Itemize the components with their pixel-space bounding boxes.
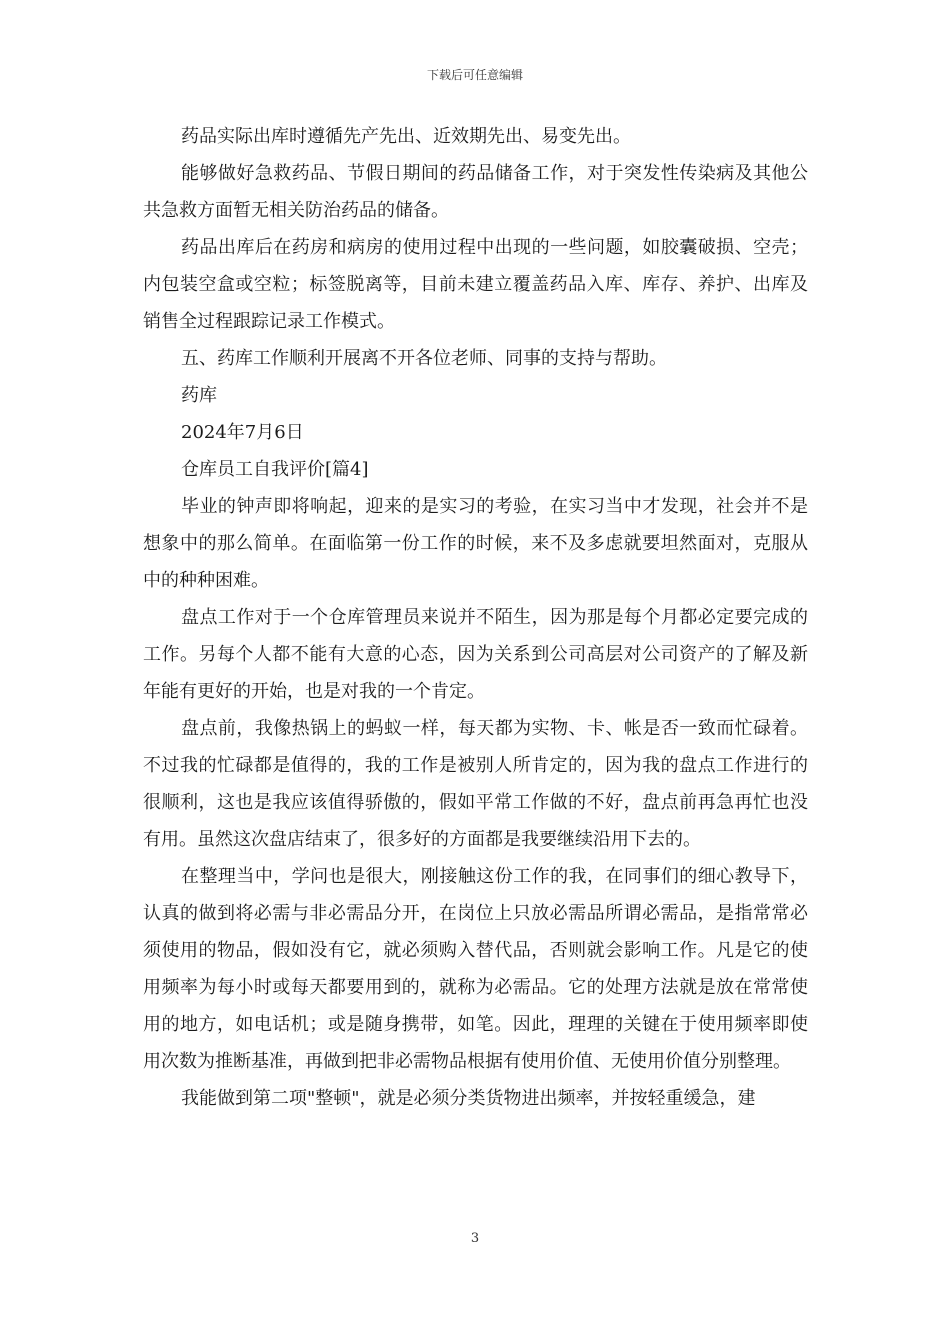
signature-department: 药库 — [181, 385, 217, 406]
paragraph-drug-outbound-rule: 药品实际出库时遵循先产先出、近效期先出、易变先出。 — [181, 126, 631, 147]
paragraph-outbound-issues: 药品出库后在药房和病房的使用过程中出现的一些问题，如胶囊破损、空壳；内包装空盒或空粒；标签脱离等，目前未建立覆盖药品入库、库存、养护、出库及销售全过程跟踪记录工作模式。 — [143, 237, 808, 332]
section-heading: 仓库员工自我评价[篇4] — [181, 459, 369, 480]
paragraph-second-item: 我能做到第二项"整顿"，就是必须分类货物进出频率，并按轻重缓急，建 — [181, 1088, 756, 1109]
page-number: 3 — [470, 1231, 480, 1246]
document-body — [143, 118, 808, 1117]
paragraph-section-five: 五、药库工作顺利开展离不开各位老师、同事的支持与帮助。 — [181, 348, 667, 369]
paragraph-graduation: 毕业的钟声即将响起，迎来的是实习的考验，在实习当中才发现，社会并不是想象中的那么简单。在面临第一份工作的时候，来不及多虑就要坦然面对，克服从中的种种困难。 — [143, 496, 808, 591]
paragraph-inventory-work: 盘点工作对于一个仓库管理员来说并不陌生，因为那是每个月都必定要完成的工作。另每个人都不能有大意的心态，因为关系到公司高层对公司资产的了解及新年能有更好的开始，也是对我的一个肯定。 — [143, 607, 808, 702]
signature-date: 2024年7月6日 — [181, 422, 304, 443]
paragraph-before-inventory: 盘点前，我像热锅上的蚂蚁一样，每天都为实物、卡、帐是否一致而忙碌着。不过我的忙碌都是值得的，我的工作是被别人所肯定的，因为我的盘点工作进行的很顺利，这也是我应该值得骄傲的，假如平常工作做的不好，盘点前再急再忙也没有用。虽然这次盘店结束了，很多好的方面都是我要继续沿用下去的。 — [143, 718, 808, 850]
page-header: 下载后可任意编辑 — [426, 68, 523, 82]
paragraph-emergency-reserve: 能够做好急救药品、节假日期间的药品储备工作，对于突发性传染病及其他公共急救方面暂无相关防治药品的储备。 — [143, 163, 808, 221]
paragraph-sorting: 在整理当中，学问也是很大，刚接触这份工作的我，在同事们的细心教导下，认真的做到将必需与非必需品分开，在岗位上只放必需品所谓必需品，是指常常必须使用的物品，假如没有它，就必须购入替代品，否则就会影响工作。凡是它的使用频率为每小时或每天都要用到的，就称为必需品。它的处理方法就是放在常常使用的地方，如电话机；或是随身携带，如笔。因此，理理的关键在于使用频率即使用次数为推断基准，再做到把非必需物品根据有使用价值、无使用价值分别整理。 — [143, 866, 808, 1072]
